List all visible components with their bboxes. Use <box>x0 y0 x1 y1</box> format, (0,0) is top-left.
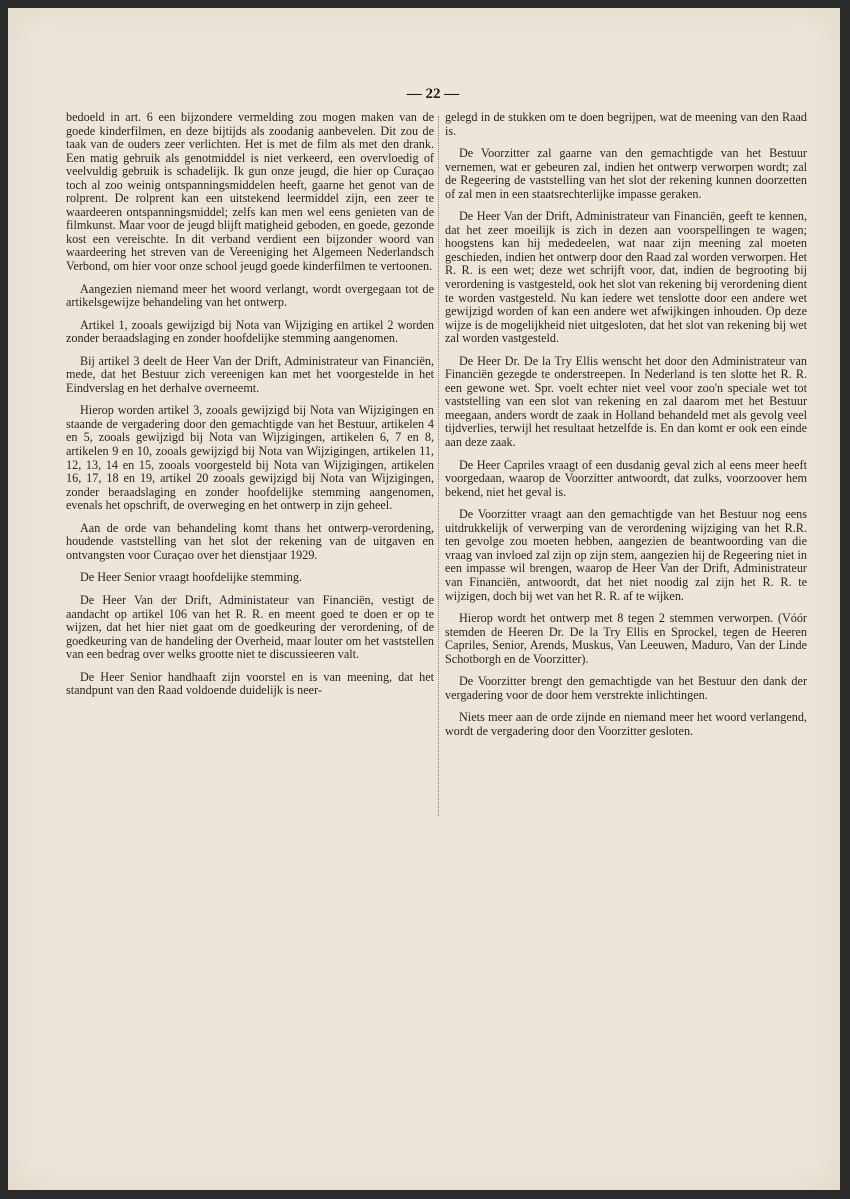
paragraph: De Voorzitter brengt den gemachtigde van het Bestuur den dank der vergadering voor de door hem verstrekte inlichtingen. <box>445 674 807 702</box>
page-number: — 22 — <box>406 86 460 102</box>
left-column <box>66 111 434 707</box>
paragraph: De Voorzitter vraagt aan den gemachtigde van het Bestuur nog eens uitdrukkelijk of verwerping van de verordening wijziging van het R.R. ten gevolge zou moeten hebben, aangezien de beantwoording van die vraag van invloed zal zijn op zijn stem, aangezien hij de Regeering niet in een impasse wil brengen, waarop de Heer Van der Drift, Administrateur van Financiën, antwoordt, dat het niet noodig zal zijn het R. R. te wijzigen, doch bij wet van het R. R. af te wijken. <box>445 507 807 603</box>
paragraph: Hierop worden artikel 3, zooals gewijzigd bij Nota van Wijzigingen en staande de vergadering door den gemachtigde van het Bestuur, artikelen 4 en 5, zooals gewijzigd bij Nota van Wijzigingen, artikelen 6, 7 en 8, artikelen 9 en 10, zooals gewijzigd bij Nota van Wijzigingen, artikelen 11, 12, 13, 14 en 15, zooals voorgesteld bij Nota van Wijzigingen, artikelen 16, 17, 18 en 19, artikel 20 zooals gewijzigd bij Nota van Wijzigingen, zonder beraadslaging en zonder hoofdelijke stemming aangenomen, evenals het opschrift, de overweging en het ontwerp in zijn geheel. <box>66 403 434 513</box>
paragraph: Artikel 1, zooals gewijzigd bij Nota van Wijziging en artikel 2 worden zonder beraadslaging en zonder hoofdelijke stemming aangenomen. <box>66 317 434 346</box>
paragraph: De Heer Van der Drift, Administrateur van Financiën, geeft te kennen, dat het zeer moeilijk is zich in dezen aan voorspellingen te wagen; hoogstens kan hij mededeelen, wat naar zijn meening zal moeten geschieden, indien het ontwerp door den Raad zal worden verworpen. Het R. R. is een wet; deze wet schrijft voor, dat, indien de begrooting bij verordening is vastgesteld, ook het slot van rekening bij verordening dient te worden vastgesteld. Nu kan iedere wet tenslotte door een andere wet gewijzigd worden of kan een andere wet afwijkingen inhouden. Op deze wijze is de mogelijkheid niet uitgesloten, dat het slot van rekening bij wet zal worden vastgesteld. <box>445 209 807 346</box>
column-divider <box>438 116 439 816</box>
paragraph: bedoeld in art. 6 een bijzondere vermelding zou mogen maken van de goede kinderfilmen, en deze bijtijds als zoodanig aanbevelen. Dit zou de taak van de ouders zeer verlichten. Het is met de film als met den drank. Een matig gebruik als genotmiddel is niet verkeerd, een overvloedig of veelvuldig gebruik is schadelijk. Ik gun onze jeugd, die hier op Curaçao toch al zoo weinig ontspanningsmiddelen heeft, gaarne het genot van de rolprent. De rolprent kan een uitstekend leermiddel zijn, een zeer te waardeeren ontspanningsmiddel; zelfs kan men wel eens genieten van de filmkunst. Maar voor de jeugd blijft matigheid geboden, en goede, gezonde kost een vereischte. In dit verband verdient een bijzonder woord van waardeering het streven van de Vereeniging het Algemeen Nederlandsch Verbond, om hier voor onze school jeugd goede kinderfilmen te vertoonen. <box>66 110 434 274</box>
paragraph: De Voorzitter zal gaarne van den gemachtigde van het Bestuur vernemen, wat er gebeuren zal, indien het ontwerp verworpen wordt; zal de Regeering de vaststelling van het slot der rekening kunnen doorzetten of zal men in een staatsrechterlijke impasse geraken. <box>445 146 807 201</box>
paragraph: Aangezien niemand meer het woord verlangt, wordt overgegaan tot de artikelsgewijze behandeling van het ontwerp. <box>66 281 434 310</box>
paragraph: Hierop wordt het ontwerp met 8 tegen 2 stemmen verworpen. (Vóór stemden de Heeren Dr. De la Try Ellis en Sprockel, tegen de Heeren Capriles, Senior, Arends, Muskus, Van Leeuwen, Maduro, Van der Linde Schotborgh en de Voorzitter). <box>445 611 807 666</box>
paragraph: gelegd in de stukken om te doen begrijpen, wat de meening van den Raad is. <box>445 110 807 138</box>
paragraph: Aan de orde van behandeling komt thans het ontwerp-verordening, houdende vaststelling van het slot der rekening van de uitgaven en ontvangsten voor Curaçao over het dienstjaar 1929. <box>66 520 434 562</box>
right-column <box>445 111 807 747</box>
paragraph: Niets meer aan de orde zijnde en niemand meer het woord verlangend, wordt de vergadering door den Voorzitter gesloten. <box>445 710 807 738</box>
paragraph: De Heer Dr. De la Try Ellis wenscht het door den Administrateur van Financiën gezegde te onderstreepen. In Nederland is ten slotte het R. R. een gewone wet. Spr. voelt echter niet veel voor zoo'n speciale wet tot vaststelling van een slot van rekening en zal daarom met het Bestuur meegaan, anders wordt de zaak in Holland behandeld met als gevolg veel tijdverlies, terwijl het resultaat hetzelfde is. En dan komt er ook een einde aan deze zaak. <box>445 353 807 450</box>
paragraph: De Heer Senior handhaaft zijn voorstel en is van meening, dat het standpunt van den Raad voldoende duidelijk is neer- <box>66 669 434 698</box>
document-page <box>8 8 840 1190</box>
paragraph: Bij artikel 3 deelt de Heer Van der Drift, Administrateur van Financiën, mede, dat het Bestuur zich vereenigen kan met het voorgestelde in het Eindverslag en het derhalve overneemt. <box>66 353 434 395</box>
paragraph: De Heer Van der Drift, Administateur van Financiën, vestigt de aandacht op artikel 106 van het R. R. en meent goed te doen er op te wijzen, dat het hier niet gaat om de goedkeuring der verordening, of de goedkeuring van de handeling der Overheid, maar louter om het vaststellen van een bedrag over welks grootte niet te discussieeren valt. <box>66 592 434 662</box>
paragraph: De Heer Capriles vraagt of een dusdanig geval zich al eens meer heeft voorgedaan, waarop de Voorzitter antwoordt, dat zulks, voorzoover hem bekend, niet het geval is. <box>445 457 807 499</box>
paragraph: De Heer Senior vraagt hoofdelijke stemming. <box>80 570 303 585</box>
